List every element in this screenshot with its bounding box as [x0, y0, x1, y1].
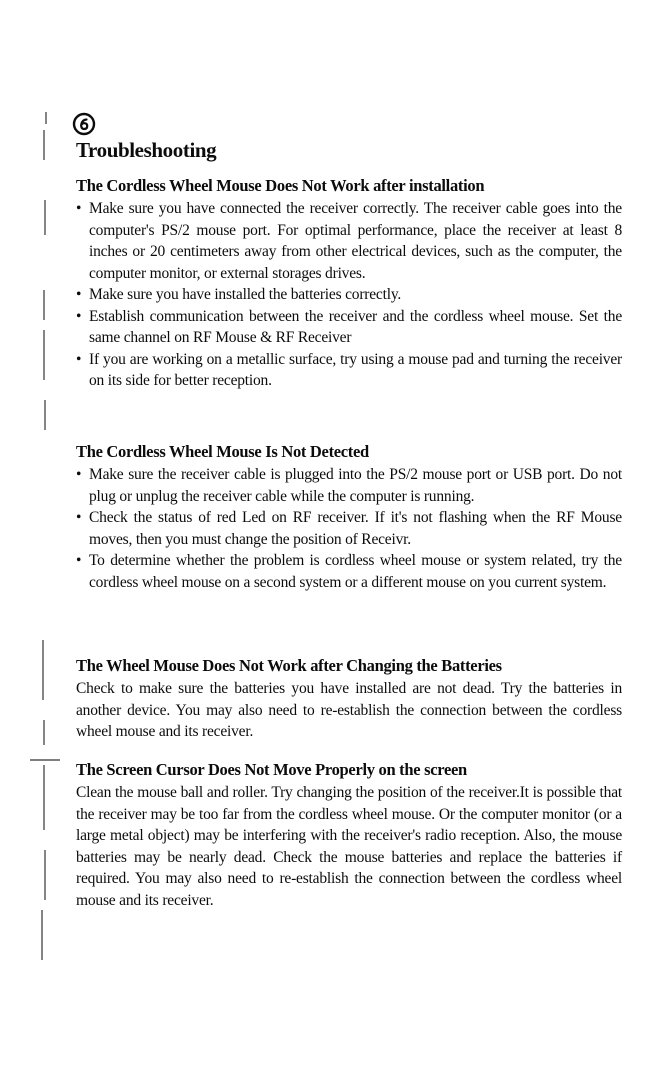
- list-item: • Make sure you have installed the batteries correctly.: [76, 284, 622, 306]
- bullet-list: [76, 198, 622, 392]
- section-batteries: [76, 654, 622, 743]
- section-cursor: [76, 758, 622, 911]
- bullet-list: [76, 464, 622, 593]
- section-not-detected: [76, 440, 622, 593]
- section-heading: The Wheel Mouse Does Not Work after Changing the Batteries: [76, 656, 502, 675]
- list-item: • To determine whether the problem is cordless wheel mouse or system related, try the cordless wheel mouse on a second system or a different mouse on you current system.: [76, 550, 622, 593]
- section-heading: The Cordless Wheel Mouse Does Not Work after installation: [76, 176, 485, 195]
- scan-edge-marks: [0, 0, 60, 1070]
- list-item: • If you are working on a metallic surface, try using a mouse pad and turning the receiver on its side for better reception.: [76, 349, 622, 392]
- list-item: • Make sure you have connected the receiver correctly. The receiver cable goes into the computer's PS/2 mouse port. For optimal performance, place the receiver at least 8 inches or 20 centimeters away from other electrical devices, such as the computer, the computer monitor, or external storages drives.: [76, 198, 622, 284]
- section-heading: The Cordless Wheel Mouse Is Not Detected: [76, 442, 369, 461]
- section-body: Clean the mouse ball and roller. Try changing the position of the receiver.It is possible that the receiver may be too far from the cordless wheel mouse. Or the computer monitor (or a large metal object) may be interfering with the receiver's radio reception. Also, the mouse batteries may be nearly dead. Check the mouse batteries and replace the batteries if required. You may also need to re-establish the connection between the cordless wheel mouse and its receiver.: [76, 784, 622, 909]
- list-item: • Check the status of red Led on RF receiver. If it's not flashing when the RF Mouse moves, then you must change the position of Receivr.: [76, 507, 622, 550]
- chapter-six-badge-icon: [72, 112, 96, 136]
- section-heading: The Screen Cursor Does Not Move Properly on the screen: [76, 760, 467, 779]
- section-body: Check to make sure the batteries you have installed are not dead. Try the batteries in another device. You may also need to re-establish the connection between the cordless wheel mouse and its receiver.: [76, 680, 622, 740]
- section-installation: [76, 174, 622, 392]
- page-title: Troubleshooting: [76, 138, 217, 162]
- list-item: • Make sure the receiver cable is plugged into the PS/2 mouse port or USB port. Do not plug or unplug the receiver cable while the computer is running.: [76, 464, 622, 507]
- list-item: • Establish communication between the receiver and the cordless wheel mouse. Set the same channel on RF Mouse & RF Receiver: [76, 306, 622, 349]
